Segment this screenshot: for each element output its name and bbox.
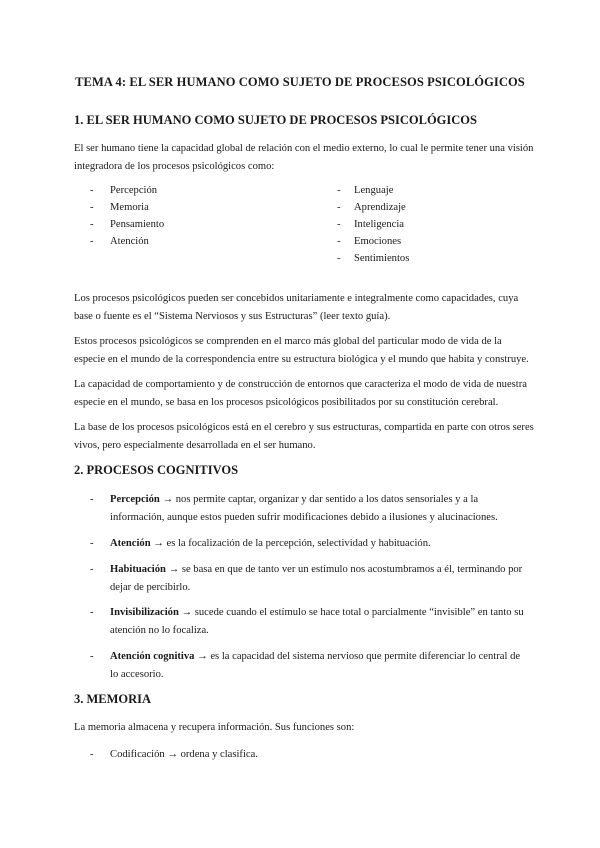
list-item: Pensamiento (110, 219, 165, 230)
term: Invisibilización (110, 607, 179, 618)
document-title: TEMA 4: EL SER HUMANO COMO SUJETO DE PROCESOS PSICOLÓGICOS (75, 75, 525, 89)
term: Habituación (110, 564, 166, 575)
list-item: Emociones (354, 236, 402, 247)
list-bullet: - (90, 236, 94, 247)
list-item: Codificación → ordena y clasifica. (110, 749, 258, 760)
cognitive-item (110, 491, 530, 527)
list-item: Aprendizaje (354, 202, 406, 213)
list-item: Atención (110, 236, 149, 247)
term: Percepción (110, 494, 160, 505)
list-item: Memoria (110, 202, 149, 213)
list-bullet: - (337, 185, 341, 196)
section1-intro: El ser humano tiene la capacidad global de relación con el medio externo, lo cual le permite tener una visión integradora de los procesos psicológicos como: (74, 143, 534, 172)
list-bullet: - (90, 185, 94, 196)
cognitive-item (110, 648, 530, 684)
section3-heading: 3. MEMORIA (74, 692, 152, 706)
list-bullet: - (337, 202, 341, 213)
definition: → es la focalización de la percepción, selectividad y habituación. (150, 538, 431, 549)
paragraph: Estos procesos psicológicos se comprenden en el marco más global del particular modo de vida de la especie en el mundo de la correspondencia entre su estructura biológica y el mundo que habita y construye. (74, 336, 529, 365)
term: Atención (110, 538, 151, 549)
term: Atención cognitiva (110, 651, 195, 662)
section1-heading: 1. EL SER HUMANO COMO SUJETO DE PROCESOS PSICOLÓGICOS (74, 113, 477, 127)
list-bullet: - (90, 749, 94, 760)
list-bullet: - (90, 219, 94, 230)
list-item: Sentimientos (354, 253, 410, 264)
definition: → sucede cuando el estímulo se hace total o parcialmente “invisible” en tanto su atención no lo focaliza. (110, 607, 524, 636)
list-item: Inteligencia (354, 219, 404, 230)
paragraph: La base de los procesos psicológicos está en el cerebro y sus estructuras, compartida en parte con otros seres vivos, pero especialmente desarrollada en el ser humano. (74, 422, 534, 451)
definition: → nos permite captar, organizar y dar sentido a los datos sensoriales y a la información, aunque estos pueden sufrir modificaciones debido a ilusiones y alucinaciones. (110, 494, 498, 523)
definition: → es la capacidad del sistema nervioso que permite diferenciar lo central de lo accesorio. (110, 651, 521, 680)
list-bullet: - (90, 607, 94, 618)
list-bullet: - (90, 564, 94, 575)
list-bullet: - (90, 494, 94, 505)
list-bullet: - (90, 538, 94, 549)
section2-heading: 2. PROCESOS COGNITIVOS (74, 463, 239, 477)
list-bullet: - (337, 253, 341, 264)
list-bullet: - (90, 651, 94, 662)
definition: → se basa en que de tanto ver un estímulo nos acostumbramos a él, terminando por dejar de percibirlo. (110, 564, 523, 593)
cognitive-item (110, 561, 530, 597)
list-bullet: - (337, 219, 341, 230)
paragraph: Los procesos psicológicos pueden ser concebidos unitariamente e integralmente como capacidades, cuya base o fuente es el “Sistema Nerviosos y sus Estructuras” (leer texto guía). (74, 293, 519, 322)
list-item: Percepción (110, 185, 158, 196)
section3-intro: La memoria almacena y recupera información. Sus funciones son: (74, 722, 355, 733)
cognitive-item (110, 535, 530, 553)
paragraph: La capacidad de comportamiento y de construcción de entornos que caracteriza el modo de vida de nuestra especie en el mundo, se basa en los procesos psicológicos posibilitados por su constitución cerebral. (74, 379, 527, 408)
list-item: Lenguaje (354, 185, 394, 196)
list-bullet: - (337, 236, 341, 247)
cognitive-item (110, 604, 530, 640)
list-bullet: - (90, 202, 94, 213)
